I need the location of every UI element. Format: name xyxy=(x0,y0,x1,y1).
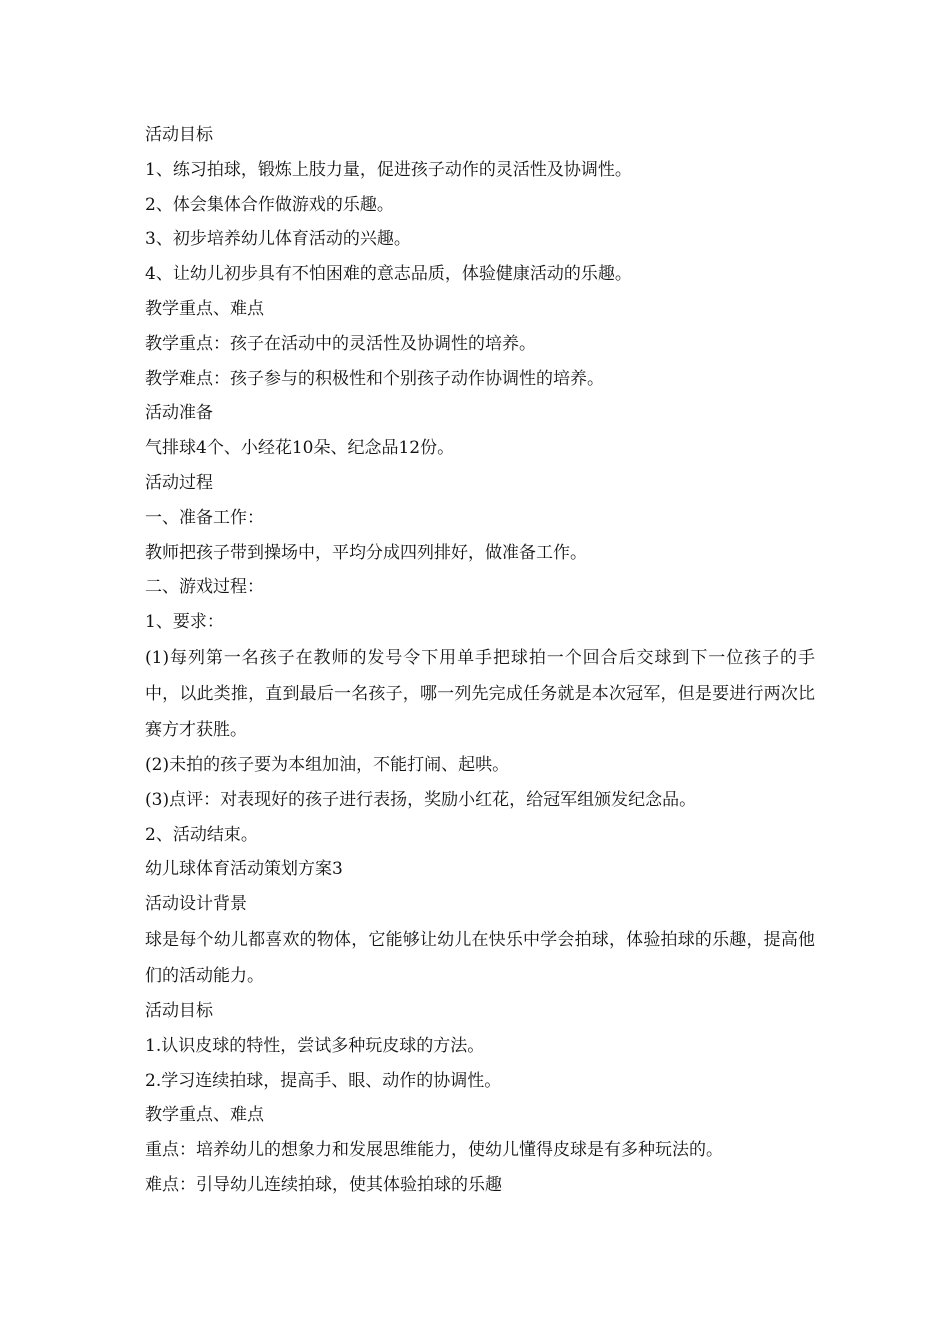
document-body xyxy=(145,118,815,1203)
paragraph: 气排球4个、小经花10朵、纪念品12份。 xyxy=(145,438,455,459)
paragraph: 重点：培养幼儿的想象力和发展思维能力，使幼儿懂得皮球是有多种玩法的。 xyxy=(145,1140,723,1161)
paragraph: 教师把孩子带到操场中，平均分成四列排好，做准备工作。 xyxy=(145,542,587,563)
paragraph: 二、游戏过程： xyxy=(145,577,264,598)
paragraph: 2、体会集体合作做游戏的乐趣。 xyxy=(145,194,394,215)
paragraph: (3)点评：对表现好的孩子进行表扬，奖励小红花，给冠军组颁发纪念品。 xyxy=(145,789,697,810)
paragraph: 一、准备工作： xyxy=(145,507,264,528)
section-heading: 活动设计背景 xyxy=(145,894,247,915)
paragraph: 1、要求： xyxy=(145,612,224,633)
paragraph: 2.学习连续拍球，提高手、眼、动作的协调性。 xyxy=(145,1070,502,1091)
paragraph: 1、练习拍球，锻炼上肢力量，促进孩子动作的灵活性及协调性。 xyxy=(145,159,632,180)
section-heading: 活动目标 xyxy=(145,1000,213,1021)
paragraph: 1.认识皮球的特性，尝试多种玩皮球的方法。 xyxy=(145,1035,485,1056)
paragraph: 4、让幼儿初步具有不怕困难的意志品质，体验健康活动的乐趣。 xyxy=(145,264,632,285)
section-heading: 活动过程 xyxy=(145,472,213,493)
paragraph: (1)每列第一名孩子在教师的发号令下用单手把球拍一个回合后交球到下一位孩子的手中，以此类推，直到最后一名孩子，哪一列先完成任务就是本次冠军，但是要进行两次比赛方才获胜。 xyxy=(145,647,815,740)
paragraph: 球是每个幼儿都喜欢的物体，它能够让幼儿在快乐中学会拍球，体验拍球的乐趣，提高他们的活动能力。 xyxy=(145,929,815,986)
paragraph: 2、活动结束。 xyxy=(145,824,258,845)
section-heading: 活动目标 xyxy=(145,125,213,145)
paragraph: (2)未拍的孩子要为本组加油，不能打闹、起哄。 xyxy=(145,754,510,775)
paragraph: 教学重点：孩子在活动中的灵活性及协调性的培养。 xyxy=(145,333,536,354)
paragraph: 教学难点：孩子参与的积极性和个别孩子动作协调性的培养。 xyxy=(145,368,604,389)
document-title: 幼儿球体育活动策划方案3 xyxy=(145,859,343,880)
paragraph: 3、初步培养幼儿体育活动的兴趣。 xyxy=(145,229,411,250)
section-heading: 教学重点、难点 xyxy=(145,1105,264,1126)
paragraph: 难点：引导幼儿连续拍球，使其体验拍球的乐趣 xyxy=(145,1174,502,1195)
section-heading: 教学重点、难点 xyxy=(145,298,264,319)
section-heading: 活动准备 xyxy=(145,403,213,424)
